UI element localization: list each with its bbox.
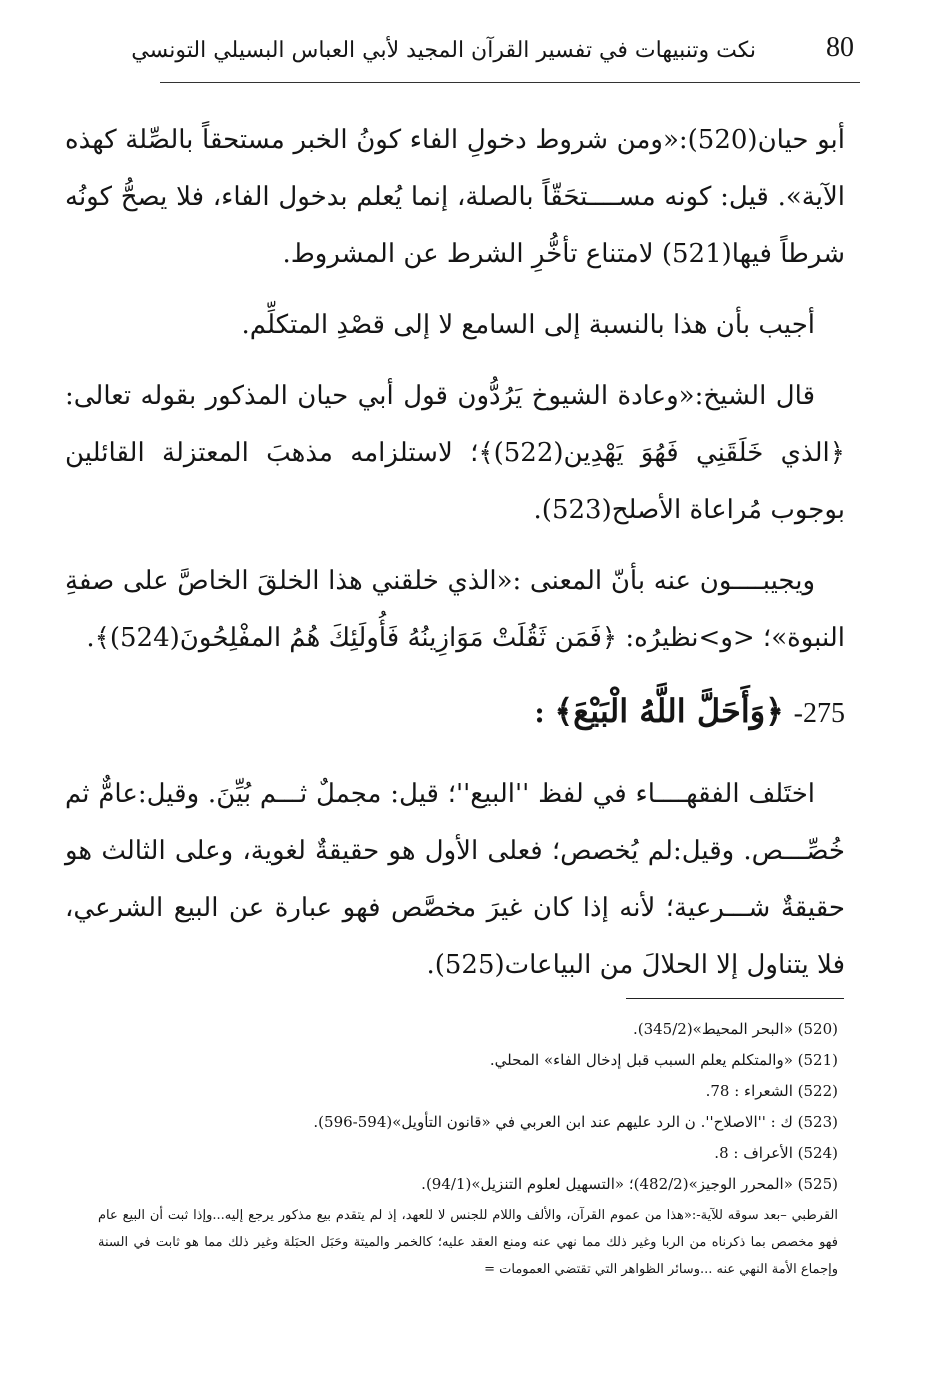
paragraph-answer: ويجيبــــون عنه بأنّ المعنى :«الذي خلقني هذا الخلقَ الخاصَّ على صفةِ النبوة»؛ <و>نظيرُه: ﴿فَمَن ثَقُلَتْ مَوَازِينُهُ فَأُولَئِكَ هُمُ المفْلِحُونَ(524)﴾. bbox=[65, 566, 845, 653]
paragraph-fuqaha: اختَلف الفقهــــاء في لفظ ''البيع''؛ قيل: مجملٌ ثـــم بُيِّنَ. وقيل:عامٌّ ثم خُصِّـــص. وقيل:لم يُخصص؛ فعلى الأول هو حقيقةٌ لغوية، وعلى الثالث هو حقيقةٌ شـــرعية؛ لأنه إذا كان غيرَ مخصَّص فهو عبارة عن البيع الشرعي، فلا يتناول إلا الحلالَ من البياعات(525). bbox=[65, 779, 845, 980]
footnote-525: (525) «المحرر الوجيز»(482/2)؛ «التسهيل لعلوم التنزيل»(94/1). bbox=[421, 1175, 838, 1193]
header-rule bbox=[160, 82, 860, 83]
paragraph-shaykh: قال الشيخ:«وعادة الشيوخ يَرُدُّون قول أبي حيان المذكور بقوله تعالى: ﴿الذي خَلَقَنِي فَهُوَ يَهْدِين(522)﴾؛ لاستلزامه مذهبَ المعتزلة القائلين بوجوب مُراعاة الأصلح(523). bbox=[65, 381, 846, 525]
main-text bbox=[65, 112, 845, 1008]
paragraph-reply: أجيب بأن هذا بالنسبة إلى السامع لا إلى قصْدِ المتكلِّم. bbox=[241, 310, 815, 340]
footnote-520: (520) «البحر المحيط»(345/2). bbox=[632, 1020, 838, 1038]
footnote-522: (522) الشعراء : 78. bbox=[705, 1082, 838, 1100]
paragraph-abu-hayyan: أبو حيان(520):«ومن شروط دخولِ الفاء كونُ الخبر مستحقاً بالصِّلة كهذه الآية». قيل: كونه مســــتحَقّاً بالصلة، إنما يُعلم بدخول الفاء، فلا يصحُّ كونُه شرطاً فيها(521) لامتناع تأخُّرِ الشرط عن المشروط. bbox=[65, 125, 846, 269]
section-heading bbox=[65, 681, 845, 744]
footnote-continuation: القرطبي –بعد سوقه للآية-:«هذا من عموم القرآن، والألف واللام للجنس لا للعهد، إذ لم يتقدم بيع مذكور يرجع إليه...وإذا ثبت أن البيع عام فهو مخصص بما ذكرناه من الربا وغير ذلك مما نهي عنه ومنع العقد عليه؛ كالخمر والميتة وحَبَل الحبَلة وغير ذلك مما هو ثابت في السنة وإجماع الأمة النهي عنه ...وسائر الظواهر التي تقتضي العمومات = bbox=[98, 1208, 838, 1277]
footnote-521: (521) «والمتكلم يعلم السبب قبل إدخال الفاء» المحلي. bbox=[489, 1051, 838, 1069]
page-header bbox=[60, 28, 860, 78]
footnotes bbox=[98, 1014, 838, 1283]
page-number: 80 bbox=[826, 32, 854, 63]
section-suffix: : bbox=[534, 696, 545, 729]
footnote-524: (524) الأعراف : 8. bbox=[714, 1144, 838, 1162]
section-number: 275- bbox=[793, 698, 845, 729]
footnote-rule bbox=[626, 998, 844, 999]
footnote-523: (523) ك : ''الاصلاح''. ن الرد عليهم عند ابن العربي في «قانون التأويل»(594-596). bbox=[313, 1113, 838, 1131]
running-title: نكت وتنبيهات في تفسير القرآن المجيد لأبي العباس البسيلي التونسي bbox=[131, 38, 756, 63]
section-verse: ﴿وَأَحَلَّ اللَّهُ الْبَيْعَ﴾ bbox=[554, 692, 784, 730]
